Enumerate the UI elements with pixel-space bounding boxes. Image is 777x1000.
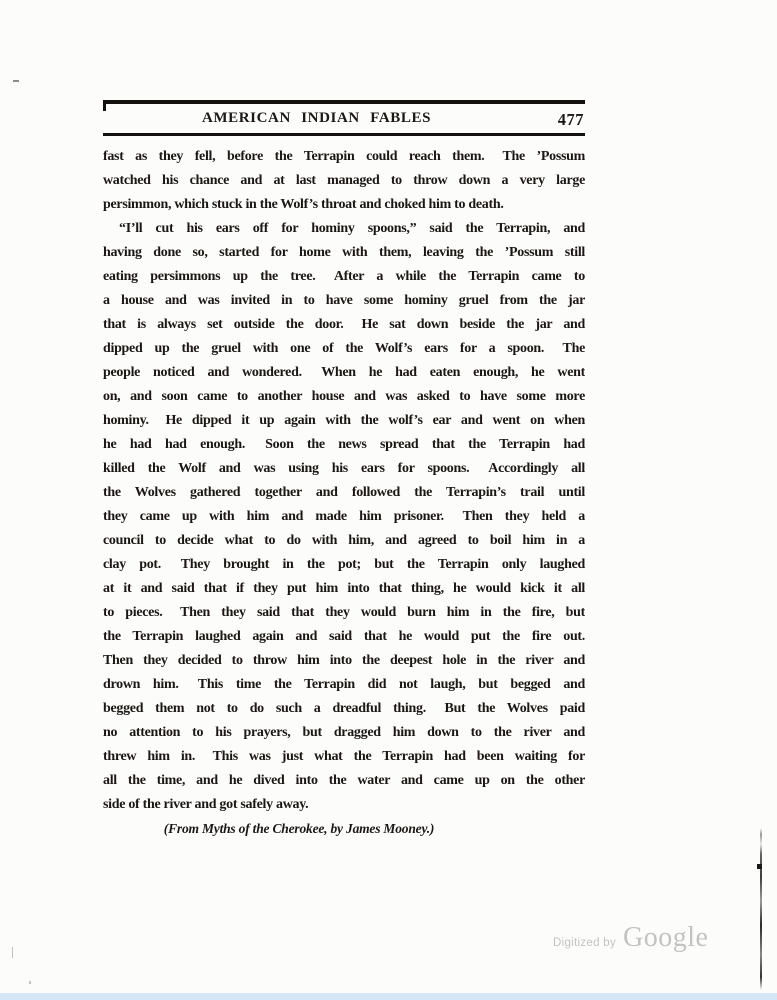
text-line: on, and soon came to another house and was asked to have some more [103,389,585,404]
text-line: “I’ll cut his ears off for hominy spoons,” said the Terrapin, and [119,221,585,236]
page-number: 477 [557,110,584,129]
attribution-line: (From Myths of the Cherokee, by James Mooney.) [163,821,435,836]
text-line: people noticed and wondered. When he had eaten enough, he went [103,365,585,380]
text-line: having done so, started for home with them, leaving the ’Possum still [103,245,585,260]
text-line: no attention to his prayers, but dragged him down to the river and [103,725,585,740]
text-line: council to decide what to do with him, and agreed to boil him in a [103,533,585,548]
text-line: hominy. He dipped it up again with the wolf’s ear and went on when [103,413,585,428]
google-logo: Google [623,922,709,953]
page-body [103,145,585,817]
text-line: eating persimmons up the tree. After a while the Terrapin came to [103,269,585,284]
running-title: AMERICAN INDIAN FABLES [201,110,432,126]
text-line: the Terrapin laughed again and said that he would put the fire out. [103,629,585,644]
text-line: persimmon, which stuck in the Wolf’s throat and choked him to death. [103,197,504,212]
text-line: threw him in. This was just what the Terrapin had been waiting for [103,749,585,764]
text-line: begged them not to do such a dreadful thing. But the Wolves paid [103,701,585,716]
text-line: fast as they fell, before the Terrapin could reach them. The ’Possum [103,149,585,164]
scan-edge-band [0,993,777,1000]
scan-artifact-tick [12,947,13,958]
text-line: Then they decided to throw him into the deepest hole in the river and [103,653,585,668]
text-line: that is always set outside the door. He sat down beside the jar and [103,317,585,332]
text-line: drown him. This time the Terrapin did not laugh, but begged and [103,677,585,692]
text-line: at it and said that if they put him into that thing, he would kick it all [103,581,585,596]
text-line: a house and was invited in to have some hominy gruel from the jar [103,293,585,308]
text-line: they came up with him and made him prisoner. Then they held a [103,509,585,524]
text-line: clay pot. They brought in the pot; but the Terrapin only laughed [103,557,585,572]
text-line: he had had enough. Soon the news spread that the Terrapin had [103,437,585,452]
header-rule-top [103,100,585,104]
watermark [553,922,708,954]
text-line: dipped up the gruel with one of the Wolf’s ears for a spoon. The [103,341,585,356]
text-line: watched his chance and at last managed to throw down a very large [103,173,585,188]
header-rule-bottom [103,133,585,136]
text-line: all the time, and he dived into the water and came up on the other [103,773,585,788]
text-line: the Wolves gathered together and followed the Terrapin’s trail until [103,485,585,500]
scan-artifact-vertical-line [760,828,762,990]
watermark-text: Digitized by [553,937,617,949]
text-column [103,100,585,839]
text-line: killed the Wolf and was using his ears for spoons. Accordingly all [103,461,585,476]
scan-artifact-speck [29,981,31,984]
scan-artifact-dash [13,80,19,82]
text-line: side of the river and got safely away. [103,797,309,812]
text-line: to pieces. Then they said that they would burn him in the fire, but [103,605,585,620]
scan-artifact-dot [757,864,762,869]
page-header [103,110,585,129]
